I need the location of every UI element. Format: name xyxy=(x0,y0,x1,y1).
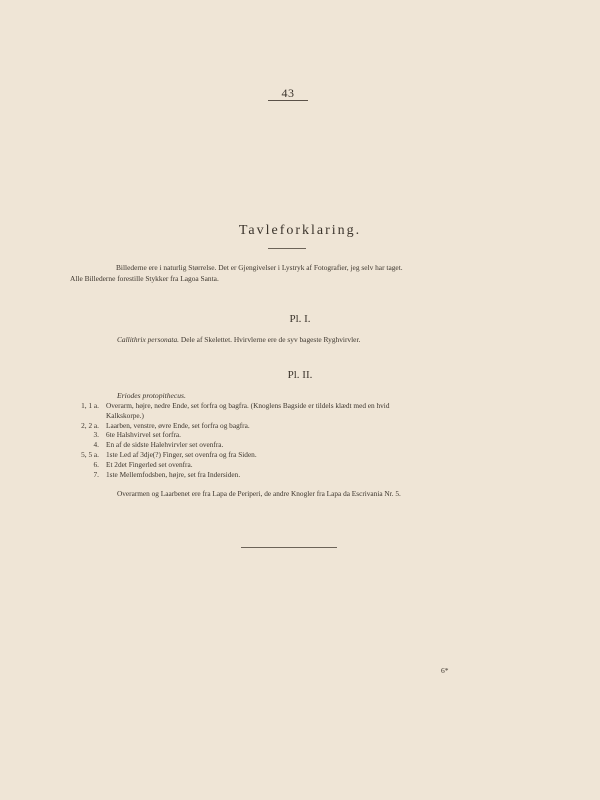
plate-2-note: Overarmen og Laarbenet ere fra Lapa de Periperi, de andre Knogler fra Lapa da Escrivania Nr. 5. xyxy=(117,489,401,498)
list-item xyxy=(62,430,542,440)
list-item xyxy=(62,450,542,460)
list-item xyxy=(62,470,542,480)
entry-text: Laarben, venstre, øvre Ende, set forfra og bagfra. xyxy=(106,420,250,430)
page-heading: Tavleforklaring. xyxy=(238,223,362,238)
plate-1-caption xyxy=(117,335,360,344)
list-item xyxy=(62,440,542,450)
entry-number: 2, 2 a. xyxy=(81,420,99,430)
entry-text: 1ste Mellemfodsben, højre, set fra Indersiden. xyxy=(106,469,241,479)
list-item xyxy=(62,460,542,470)
plate-2-taxon: Eriodes protopithecus. xyxy=(117,391,186,400)
plate-1-title: Pl. I. xyxy=(289,313,311,325)
end-rule xyxy=(241,547,337,548)
page-number-rule xyxy=(268,100,308,101)
entry-number: 1, 1 a. xyxy=(81,401,99,410)
heading-rule xyxy=(268,248,306,249)
entry-number: 3. xyxy=(93,430,99,440)
entry-text: En af de sidste Halehvirvler set ovenfra. xyxy=(106,440,224,450)
plate-2-title: Pl. II. xyxy=(287,369,313,381)
intro-paragraph xyxy=(70,262,540,284)
entry-number: 7. xyxy=(93,469,99,479)
entry-text: 6te Halshvirvel set forfra. xyxy=(106,430,181,440)
entry-text: 1ste Led af 3dje(?) Finger, set ovenfra og fra Siden. xyxy=(106,449,257,459)
page-number: 43 xyxy=(281,86,295,100)
list-item xyxy=(62,401,542,421)
entry-number: 6. xyxy=(93,459,99,469)
intro-line-2: Alle Billederne forestille Stykker fra Lagoa Santa. xyxy=(70,274,219,283)
entry-number: 5, 5 a. xyxy=(81,449,99,459)
signature-mark: 6* xyxy=(441,666,449,675)
list-item xyxy=(62,421,542,431)
entry-number: 4. xyxy=(93,440,99,450)
plate-1-taxon: Callithrix personata. xyxy=(117,335,180,344)
intro-line-1: Billederne ere i naturlig Størrelse. Det er Gjengivelser i Lystryk af Fotografier, jeg selv har taget. xyxy=(116,263,403,272)
entry-text: Overarm, højre, nedre Ende, set forfra og bagfra. (Knoglens Bagside er tildels klædt med en hvid xyxy=(106,401,390,410)
plate-1-description: Dele af Skelettet. Hvirvlerne ere de syv bageste Ryghvirvler. xyxy=(180,335,361,344)
entry-continuation: Kalkskorpe.) xyxy=(106,410,144,420)
entry-text-block xyxy=(106,401,542,421)
plate-2-entry-list xyxy=(62,401,542,479)
entry-text: Et 2det Fingerled set ovenfra. xyxy=(106,459,193,469)
